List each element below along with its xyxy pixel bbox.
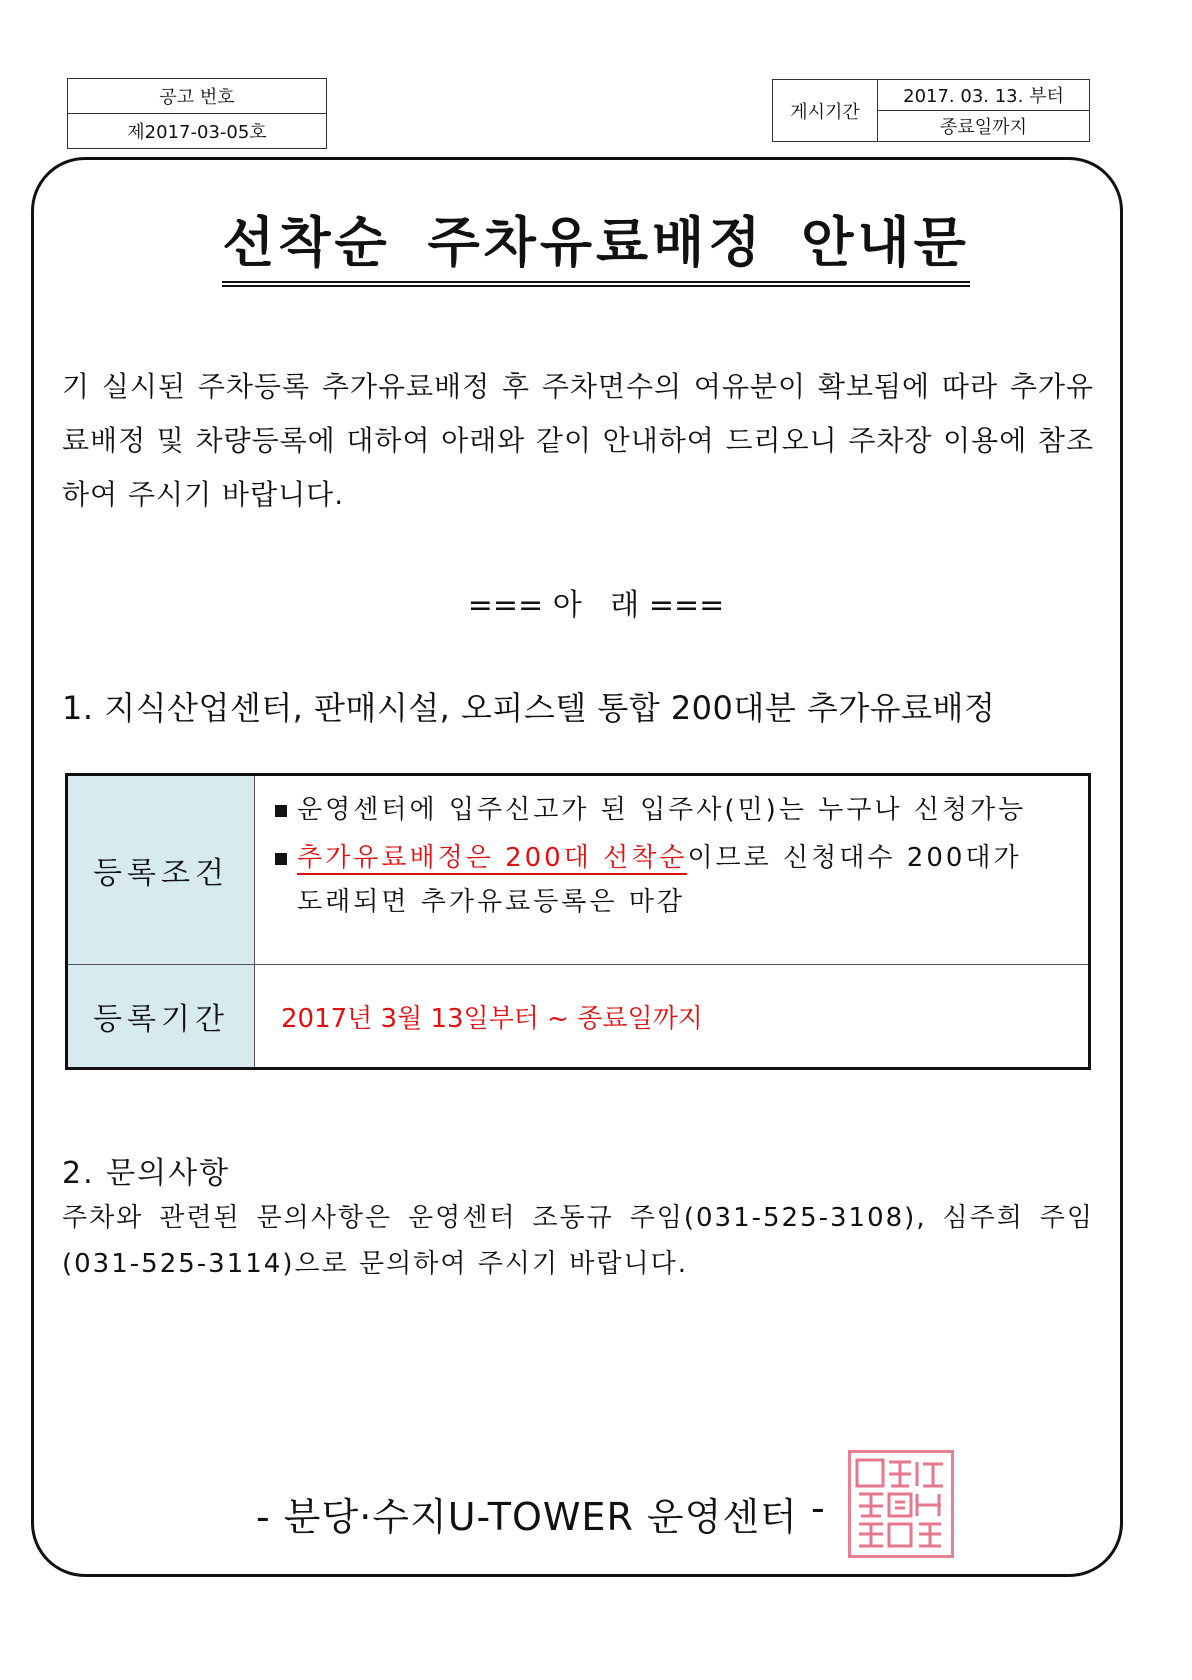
registration-period-value: 2017년 3월 13일부터 ~ 종료일까지 [255, 965, 1090, 1069]
below-heading: === 아 래 === [467, 588, 725, 623]
notice-number-value: 제2017-03-05호 [68, 114, 327, 149]
registration-condition-cell [255, 775, 1090, 965]
registration-table [65, 773, 1091, 1070]
posting-period-to: 종료일까지 [878, 111, 1090, 142]
section2-heading: 2. 문의사항 [62, 1156, 231, 1191]
intro-paragraph: 기 실시된 주차등록 추가유료배정 후 주차면수의 여유분이 확보됨에 따라 추가유료배정 및 차량등록에 대하여 아래와 같이 안내하여 드리오니 주차장 이용에 참조하여 주시기 바랍니다. [62, 370, 1094, 511]
posting-period-from: 2017. 03. 13. 부터 [878, 80, 1090, 111]
notice-number-box [67, 78, 327, 149]
seal-graphic [851, 1453, 951, 1555]
registration-period-label: 등록기간 [67, 965, 255, 1069]
signature-trailing-dash: - [811, 1486, 826, 1530]
condition-bullet-2 [273, 834, 1072, 882]
signature-line [256, 1486, 826, 1541]
page-title [0, 208, 1192, 287]
signature-text: - 분당·수지U-TOWER 운영센터 [256, 1495, 798, 1539]
condition-bullet-2-rest: 이므로 신청대수 200대가 [687, 843, 1022, 873]
registration-condition-label: 등록조건 [67, 775, 255, 965]
page-title-text: 선착순 주차유료배정 안내문 [222, 208, 970, 287]
notice-number-label: 공고 번호 [68, 79, 327, 114]
section1-heading: 1. 지식산업센터, 판매시설, 오피스텔 통합 200대분 추가유료배정 [62, 689, 996, 727]
condition-bullet-2-continued: 도래되면 추가유료등록은 마감 [297, 887, 686, 917]
posting-period-box [772, 79, 1090, 142]
official-seal-stamp [848, 1450, 954, 1558]
condition-highlight: 추가유료배정은 200대 선착순 [297, 843, 688, 873]
inquiry-paragraph: 주차와 관련된 문의사항은 운영센터 조동규 주임(031-525-3108), 심주희 주임(031-525-3114)으로 문의하여 주시기 바랍니다. [62, 1203, 1094, 1279]
posting-period-label: 게시기간 [773, 80, 878, 142]
condition-bullet-1: 운영센터에 입주신고가 된 입주사(민)는 누구나 신청가능 [273, 786, 1072, 834]
